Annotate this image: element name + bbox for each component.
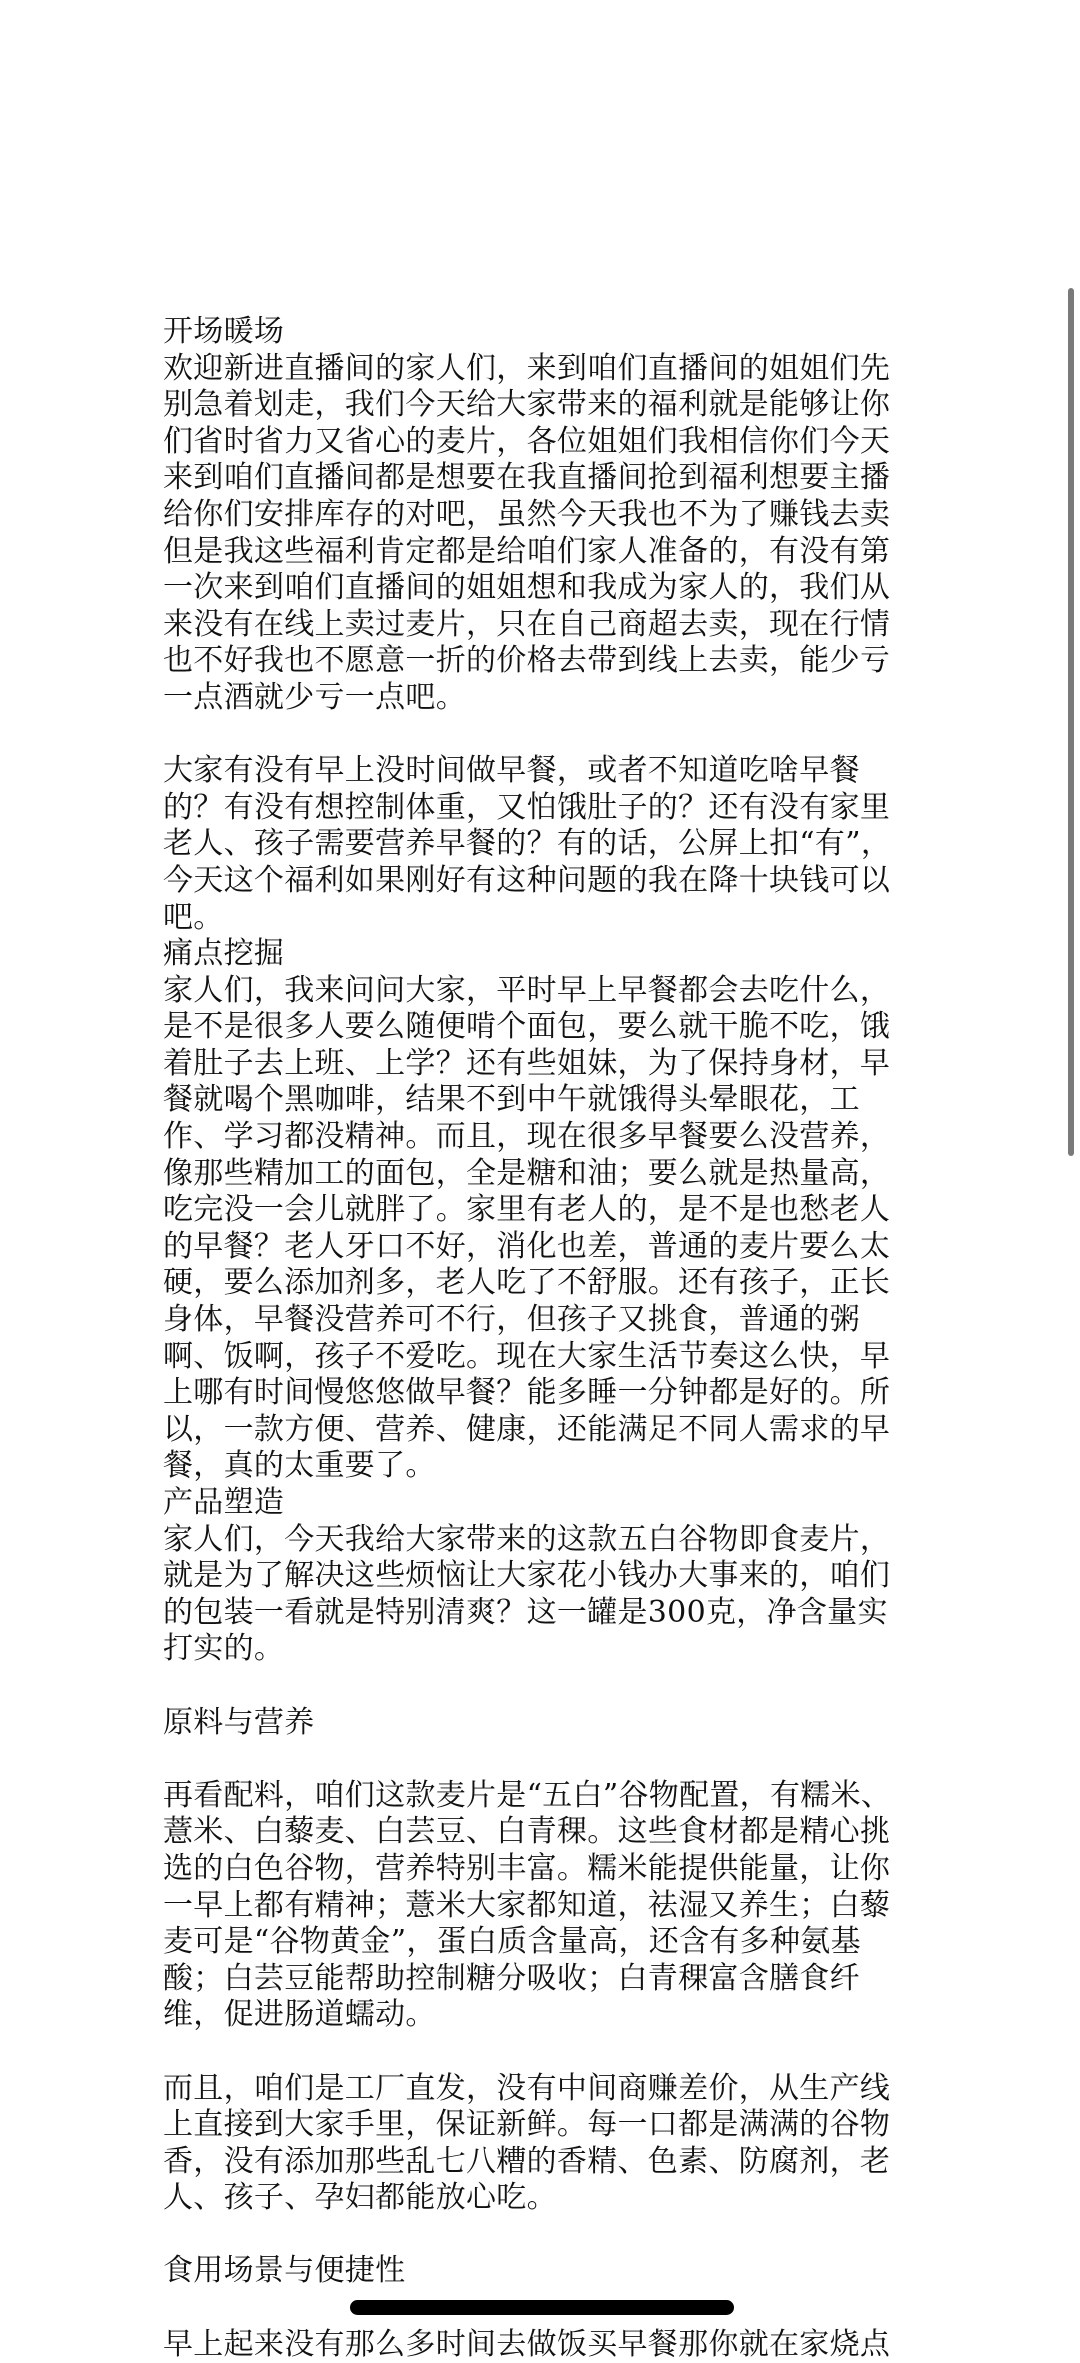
text-line: 别急着划走，我们今天给大家带来的福利就是能够让你 [163, 387, 891, 423]
text-line: 餐就喝个黑咖啡，结果不到中午就饿得头晕眼花，工 [163, 1082, 860, 1118]
text-line: 来没有在线上卖过麦片，只在自己商超去卖，现在行情 [163, 606, 891, 642]
text-line: 上直接到大家手里，保证新鲜。每一口都是满满的谷物 [163, 2107, 891, 2143]
text-line: 以，一款方便、营养、健康，还能满足不同人需求的早 [163, 1411, 891, 1447]
text-line: 一点酒就少亏一点吧。 [163, 679, 466, 715]
text-line: 硬，要么添加剂多，老人吃了不舒服。还有孩子，正长 [163, 1265, 891, 1301]
section-heading: 食用场景与便捷性 [163, 2253, 406, 2289]
text-line: 吃完没一会儿就胖了。家里有老人的，是不是也愁老人 [163, 1192, 891, 1228]
home-indicator[interactable] [350, 2300, 734, 2315]
text-line: 们省时省力又省心的麦片，各位姐姐们我相信你们今天 [163, 423, 891, 459]
text-line: 吧。 [163, 899, 224, 935]
text-line: 打实的。 [163, 1631, 285, 1667]
text-line: 身体，早餐没营养可不行，但孩子又挑食，普通的粥 [163, 1302, 860, 1338]
text-line: 是不是很多人要么随便啃个面包，要么就干脆不吃，饿 [163, 1009, 891, 1045]
text-line: 大家有没有早上没时间做早餐，或者不知道吃啥早餐 [163, 753, 860, 789]
paragraph-gap [163, 717, 923, 754]
text-line: 但是我这些福利肯定都是给咱们家人准备的，有没有第 [163, 533, 891, 569]
paragraph-gap [163, 1741, 923, 1778]
text-line: 餐，真的太重要了。 [163, 1448, 436, 1484]
text-line: 香，没有添加那些乱七八糟的香精、色素、防腐剂，老 [163, 2143, 891, 2179]
text-line: 的？有没有想控制体重，又怕饿肚子的？还有没有家里 [163, 789, 891, 825]
text-line: 着肚子去上班、上学？还有些姐妹，为了保持身材，早 [163, 1045, 891, 1081]
text-line: 给你们安排库存的对吧，虽然今天我也不为了赚钱去卖 [163, 496, 891, 532]
text-line: 欢迎新进直播间的家人们，来到咱们直播间的姐姐们先 [163, 350, 891, 386]
section-heading: 产品塑造 [163, 1485, 285, 1520]
section-heading: 痛点挖掘 [163, 936, 285, 972]
text-line: 家人们，今天我给大家带来的这款五白谷物即食麦片， [163, 1521, 891, 1557]
text-line: 也不好我也不愿意一折的价格去带到线上去卖，能少亏 [163, 643, 891, 679]
text-line: 一次来到咱们直播间的姐姐想和我成为家人的，我们从 [163, 570, 891, 606]
text-line: 的包装一看就是特别清爽？这一罐是300克，净含量实 [163, 1594, 888, 1630]
text-line: 麦可是“谷物黄金”，蛋白质含量高，还含有多种氨基 [163, 1924, 861, 1960]
vertical-scrollbar[interactable] [1068, 288, 1074, 1156]
text-line: 今天这个福利如果刚好有这种问题的我在降十块钱可以 [163, 862, 891, 898]
text-line: 像那些精加工的面包，全是糖和油；要么就是热量高， [163, 1155, 891, 1191]
text-line: 人、孩子、孕妇都能放心吃。 [163, 2180, 557, 2216]
text-line: 作、学习都没精神。而且，现在很多早餐要么没营养， [163, 1119, 891, 1155]
text-line: 家人们，我来问问大家，平时早上早餐都会去吃什么， [163, 972, 891, 1008]
text-line: 而且，咱们是工厂直发，没有中间商赚差价，从生产线 [163, 2070, 891, 2106]
text-line: 一早上都有精神；薏米大家都知道，祛湿又养生；白藜 [163, 1887, 891, 1923]
text-line: 的早餐？老人牙口不好，消化也差，普通的麦片要么太 [163, 1228, 891, 1264]
text-line: 再看配料，咱们这款麦片是“五白”谷物配置，有糯米、 [163, 1777, 892, 1813]
text-line: 啊、饭啊，孩子不爱吃。现在大家生活节奏这么快，早 [163, 1338, 891, 1374]
text-line: 来到咱们直播间都是想要在我直播间抢到福利想要主播 [163, 460, 891, 496]
section-heading: 开场暖场 [163, 314, 285, 349]
paragraph-gap [163, 2217, 923, 2254]
text-line: 早上起来没有那么多时间去做饭买早餐那你就在家烧点 [163, 2326, 891, 2362]
paragraph-gap [163, 2034, 923, 2071]
text-line: 酸；白芸豆能帮助控制糖分吸收；白青稞富含膳食纤 [163, 1960, 860, 1996]
section-heading: 原料与营养 [163, 1704, 315, 1740]
text-line: 薏米、白藜麦、白芸豆、白青稞。这些食材都是精心挑 [163, 1814, 891, 1850]
text-line: 上哪有时间慢悠悠做早餐？能多睡一分钟都是好的。所 [163, 1375, 891, 1411]
paragraph-gap [163, 1668, 923, 1705]
text-line: 选的白色谷物，营养特别丰富。糯米能提供能量，让你 [163, 1850, 891, 1886]
document-body [163, 314, 923, 2363]
text-line: 老人、孩子需要营养早餐的？有的话，公屏上扣“有”， [163, 826, 892, 862]
text-line: 维，促进肠道蠕动。 [163, 1997, 436, 2033]
text-line: 就是为了解决这些烦恼让大家花小钱办大事来的，咱们 [163, 1558, 891, 1594]
